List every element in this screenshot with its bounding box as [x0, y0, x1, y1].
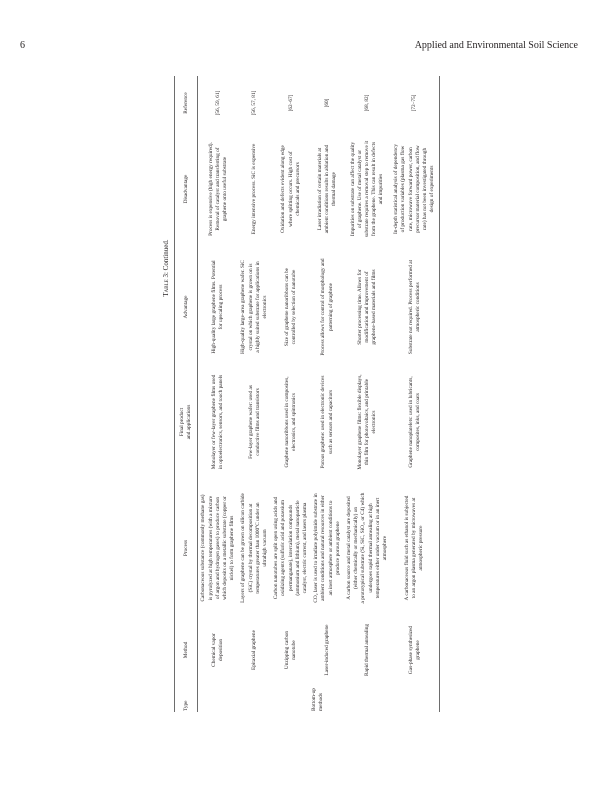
cell-final-product: Monolayer or few-layer graphene films used in optoelectronics, sensors, and touch panels	[211, 374, 225, 470]
page-header	[20, 40, 578, 54]
table-caption-label: Table 3:	[162, 272, 170, 297]
cell-method: Laser-induced graphene	[324, 624, 331, 676]
cell-final-product: Porous graphene: used in electronic devices such as sensors and capacitors	[320, 375, 334, 469]
cell-advantage: Substrate not required. Process performed at atmospheric conditions	[407, 259, 421, 355]
header-process: Process	[175, 478, 198, 618]
cell-method: Rapid thermal annealing	[364, 623, 371, 677]
cell-advantage: High-quality large graphene films. Potential for upscaling process	[211, 260, 225, 354]
cell-final-product: Graphene nanoribbons used in composites, electronics, and spintronics	[284, 376, 298, 468]
header-method: Method	[175, 618, 198, 682]
header-advantage: Advantage	[175, 248, 198, 366]
cell-advantage: Process allows for control of morphology and patterning of graphene	[320, 258, 334, 356]
cell-final-product: Few-layer graphene wafer: used as conductive films and transistors	[247, 385, 261, 459]
cell-process: CO₂ laser is used to irradiate polyimide substrate in ambient conditions and natural resources in either an inert atmosphere or ambient conditions to produce porous graphene	[313, 493, 341, 603]
table-row	[198, 76, 239, 712]
journal-title: Applied and Environmental Soil Science	[414, 40, 578, 51]
cell-process: Layers of graphene can be grown on silicon carbide (SiC) crystal by thermal decomposition at temperatures greater than 1000°C under an ultrahigh vacuum	[240, 493, 269, 603]
cell-disadvantage: Oxidation and defects evident along edge where splitting occurs. High cost of chemicals and precursors	[280, 145, 301, 233]
cell-process: A carbon source and metal catalyst are deposited (either chemically or mechanically) on a prototypical substrate (Si, SiC, SiO₂, or C4) which undergoes rapid thermal annealing at high temperatures either under vacuum or in an inert atmosphere	[346, 492, 389, 604]
cell-disadvantage: Energy intensive process. SiC is expensive	[251, 143, 258, 235]
cell-advantage: High-quality large-area graphene wafer. SiC crystal on which graphene is grown on is a highly suited substrate for applications in electronics	[240, 260, 269, 354]
table-body	[198, 76, 439, 712]
table-row	[311, 76, 344, 712]
cell-method: Gas-phase synthesized graphene	[407, 625, 421, 675]
table-row	[391, 76, 439, 712]
cell-final-product: Graphene nanoplatelets: used in lubricants, composites, inks, and coats	[407, 376, 421, 468]
cell-method: Unzipping carbon nanotube	[284, 630, 298, 670]
cell-process: Carbonaceous substance (commonly methane gas) is pyrolyzed at high temperatures (with a mixture of argon and hydrogen gases) to produce carbon which deposits on a metallic substrate (copper or nickel) to form graphene films	[200, 494, 236, 602]
header-row	[175, 76, 198, 712]
cell-advantage: Shorter processing time. Allows for modification and improvement of graphene-based materials and films	[356, 269, 378, 345]
cell-disadvantage: Laser irradiation of certain materials at ambient conditions results in ablation and thermal damage	[316, 144, 338, 234]
cell-reference: [68, 82]	[364, 94, 371, 112]
cell-reference: [56, 57, 81]	[251, 90, 258, 116]
cell-process: Carbon nanotubes are split open using acids and oxidizing agents (sulfuric acid and potassium permanganate), intercalation compounds (ammonium and lithium), metal nanoparticle catalyst, electric current, and lasers plasma	[273, 496, 309, 600]
cell-disadvantage: Process is expensive (high energy required). Removal of catalyst and transferring of graphene onto useful substrate	[207, 142, 229, 236]
rotated-table-block	[158, 76, 440, 712]
table-row	[238, 76, 271, 712]
cell-type-group: Bottom-up methods	[311, 688, 325, 711]
table-head	[175, 76, 198, 712]
header-disadvantage: Disadvantage	[175, 130, 198, 248]
header-final-product: Final product and applications	[175, 366, 198, 478]
table-caption-text: Continued.	[162, 239, 170, 271]
cell-final-product: Monolayer graphene films: flexible displays, thin film for photovoltaics, and printable electronics	[356, 374, 378, 470]
cell-advantage: Size of graphene nanoribbons can be controlled by selection of nanotube	[284, 267, 298, 347]
cell-disadvantage: In-depth statistical analysis of dependency of production variables (plasma gas flow rate, microwave forward power, carbon precursor material composition, and flow rate) has not been investigated through design of experiments	[393, 143, 436, 235]
cell-method: Epitaxial graphene	[251, 630, 258, 670]
cell-reference: [56, 59, 61]	[214, 90, 221, 116]
table-row	[271, 76, 311, 712]
cell-process: A carbonaceous fluid such as ethanol is subjected to an argon plasma generated by microwaves at atmospheric pressure	[404, 495, 425, 601]
header-type: Type	[175, 682, 198, 712]
table-row	[344, 76, 391, 712]
header-reference: Reference	[175, 76, 198, 130]
cell-disadvantage: Impurities on substrate can affect the quality of graphene. Use of metal catalyst or substrate requires a removal step to remove it from the graphene. This can result in defects and impurities	[349, 140, 385, 238]
table-caption	[162, 203, 170, 333]
cell-reference: [72–75]	[411, 94, 418, 112]
cell-reference: [62–67]	[287, 94, 294, 112]
data-table	[174, 76, 440, 712]
cell-method: Chemical vapor deposition	[211, 633, 225, 667]
cell-reference: [60]	[324, 98, 331, 108]
page-number: 6	[20, 40, 25, 51]
